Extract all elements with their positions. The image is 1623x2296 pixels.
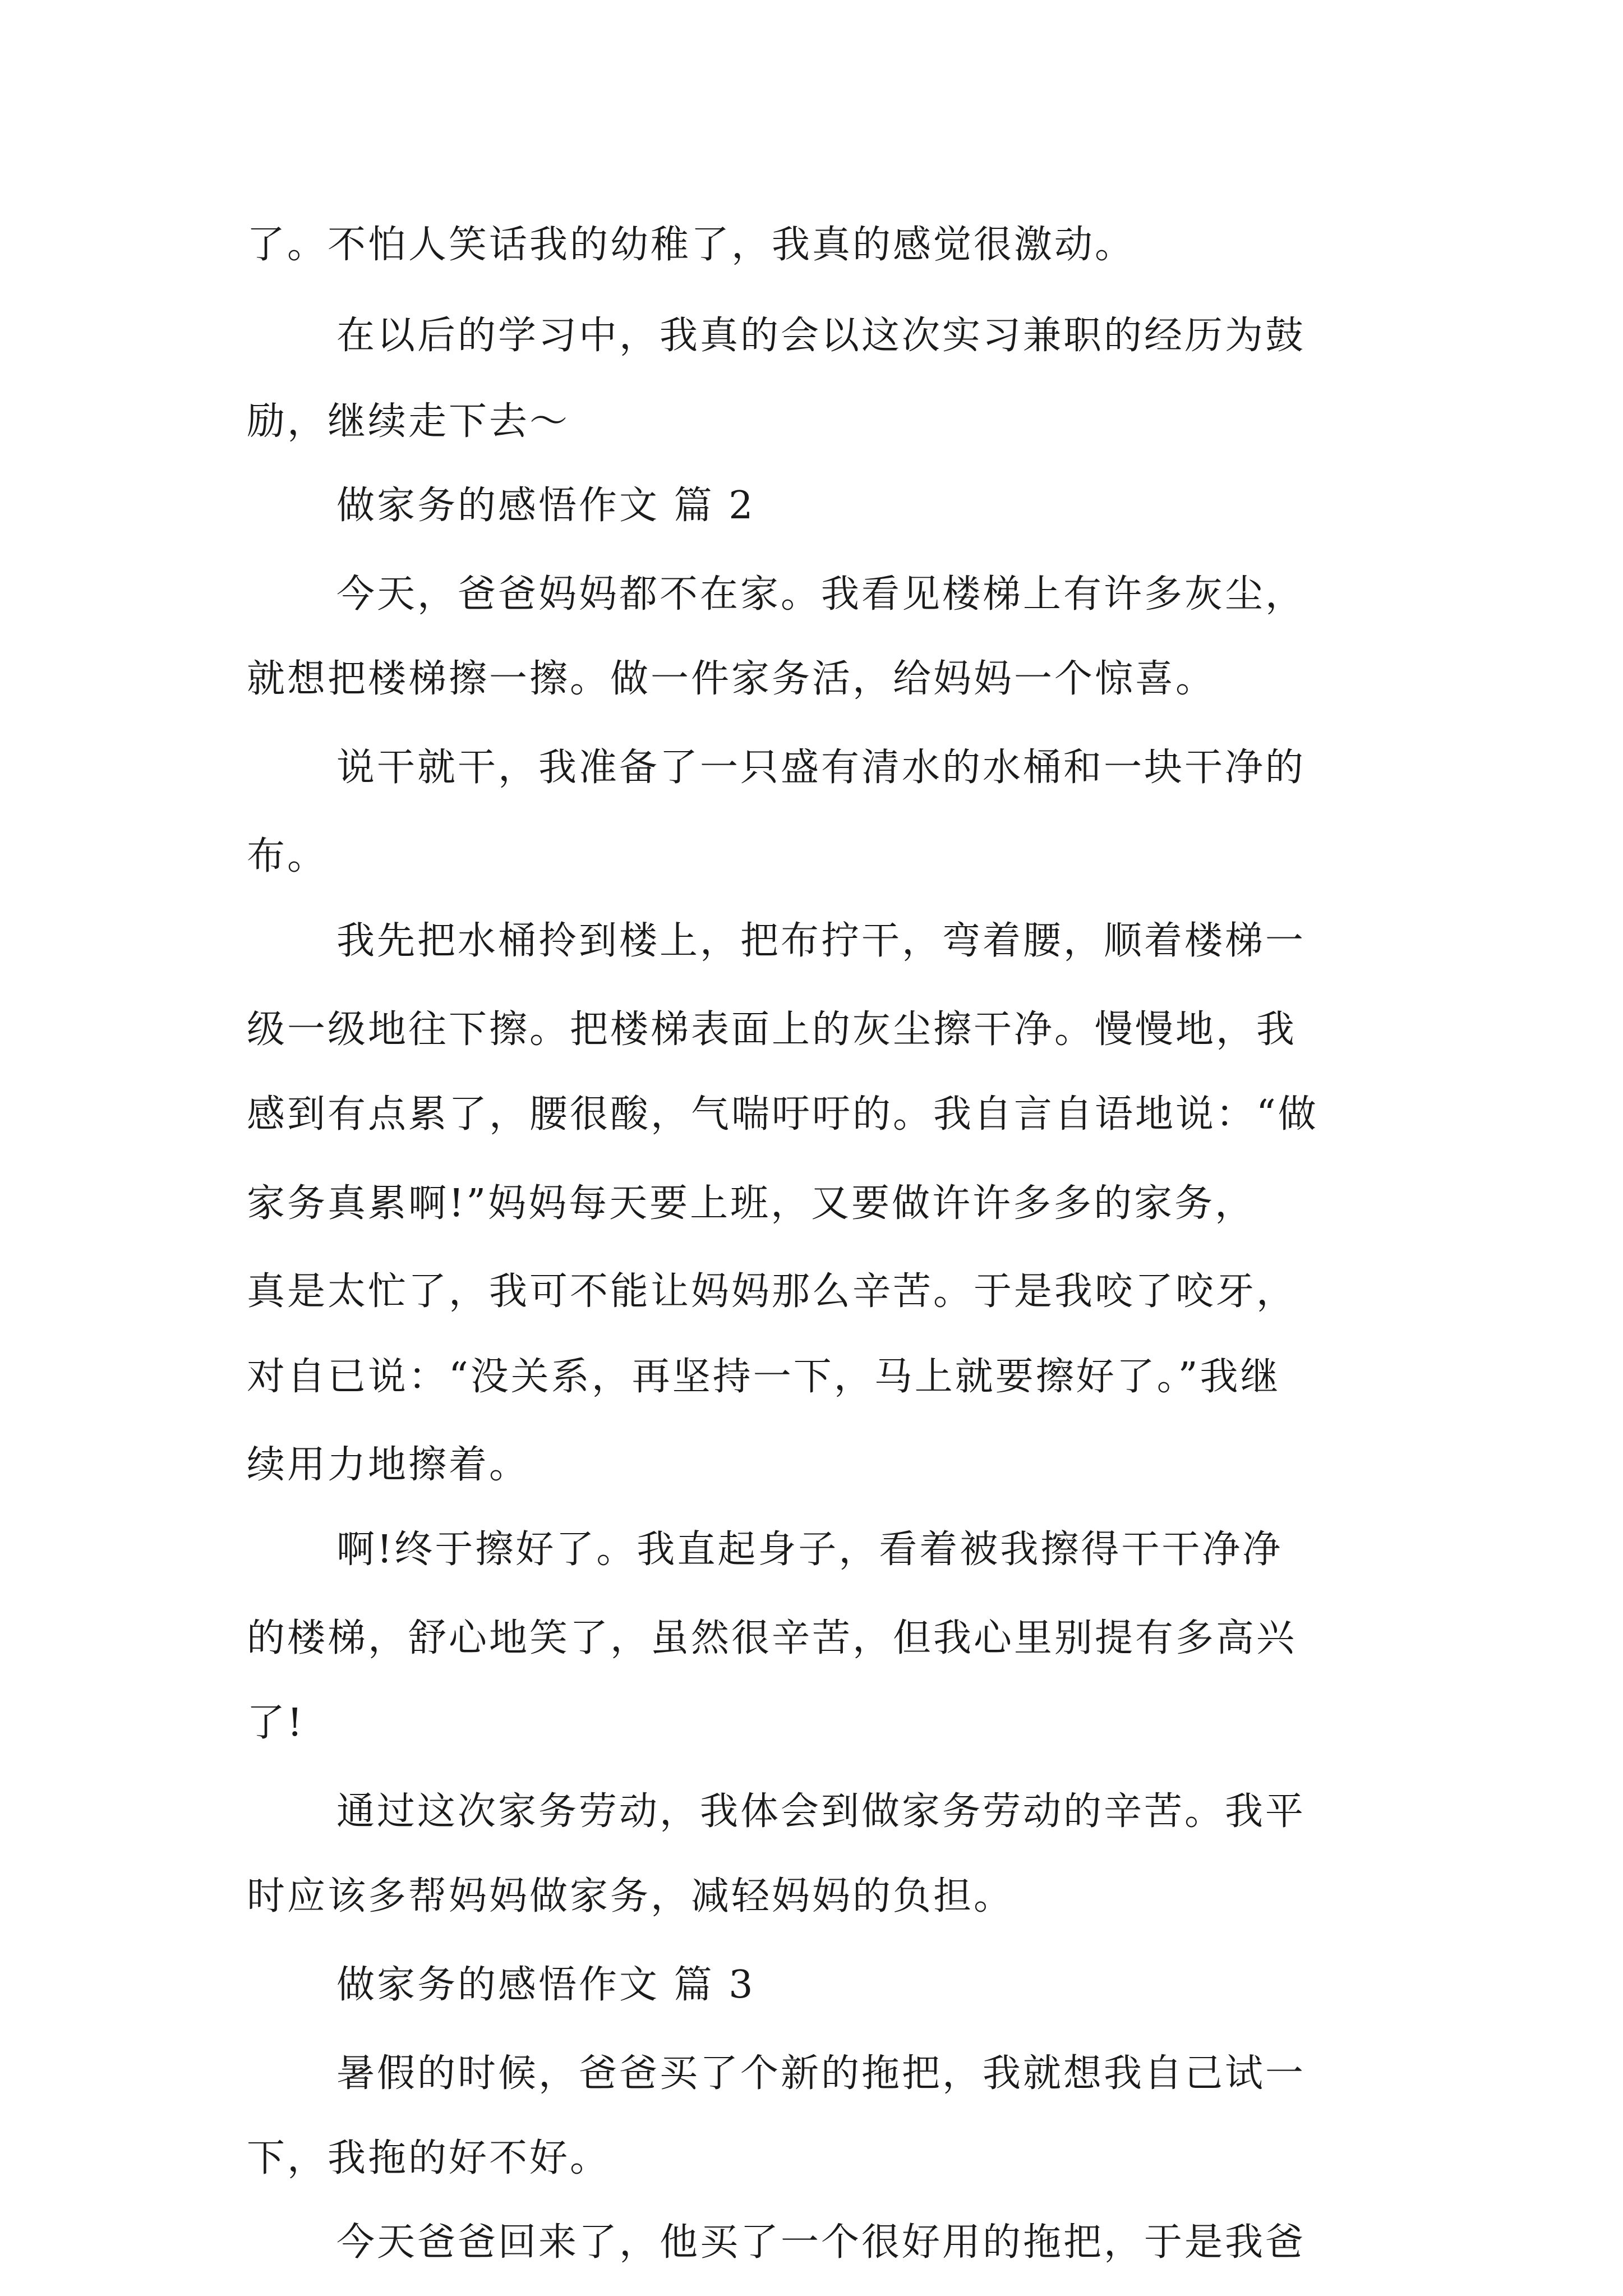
text-line: 真是太忙了，我可不能让妈妈那么辛苦。于是我咬了咬牙， xyxy=(247,1269,1297,1314)
section-heading: 做家务的感悟作文 篇 2 xyxy=(336,483,755,528)
text-line: 家务真累啊!”妈妈每天要上班，又要做许许多多的家务， xyxy=(247,1181,1256,1226)
text-line: 时应该多帮妈妈做家务，减轻妈妈的负担。 xyxy=(247,1874,1015,1919)
text-line: 下，我拖的好不好。 xyxy=(247,2136,611,2180)
paragraph-start-line: 今天，爸爸妈妈都不在家。我看见楼梯上有许多灰尘， xyxy=(336,572,1306,617)
text-line: 就想把楼梯擦一擦。做一件家务活，给妈妈一个惊喜。 xyxy=(247,656,1216,701)
paragraph-start-line: 通过这次家务劳动，我体会到做家务劳动的辛苦。我平 xyxy=(336,1789,1306,1834)
paragraph-start-line: 我先把水桶拎到楼上，把布拧干，弯着腰，顺着楼梯一 xyxy=(336,919,1306,964)
text-line: 感到有点累了，腰很酸，气喘吁吁的。我自言自语地说：“做 xyxy=(247,1092,1318,1137)
text-line: 对自已说：“没关系，再坚持一下，马上就要擦好了。”我继 xyxy=(247,1354,1281,1399)
text-line: 布。 xyxy=(247,834,328,878)
text-line: 级一级地往下擦。把楼梯表面上的灰尘擦干净。慢慢地，我 xyxy=(247,1007,1297,1052)
paragraph-start-line: 今天爸爸回来了，他买了一个很好用的拖把，于是我爸 xyxy=(336,2220,1306,2265)
paragraph-start-line: 暑假的时候，爸爸买了个新的拖把，我就想我自己试一 xyxy=(336,2051,1306,2096)
text-line: 了! xyxy=(247,1701,305,1746)
section-heading: 做家务的感悟作文 篇 3 xyxy=(336,1962,755,2007)
text-line: 续用力地擦着。 xyxy=(247,1443,530,1488)
text-line: 了。不怕人笑话我的幼稚了，我真的感觉很激动。 xyxy=(247,223,1136,267)
paragraph-start-line: 说干就干，我准备了一只盛有清水的水桶和一块干净的 xyxy=(336,746,1306,790)
text-line: 励，继续走下去～ xyxy=(247,399,570,444)
paragraph-start-line: 啊!终于擦好了。我直起身子，看着被我擦得干干净净 xyxy=(336,1527,1283,1572)
text-line: 的楼梯，舒心地笑了，虽然很辛苦，但我心里别提有多高兴 xyxy=(247,1616,1297,1661)
paragraph-start-line: 在以后的学习中，我真的会以这次实习兼职的经历为鼓 xyxy=(336,314,1306,358)
